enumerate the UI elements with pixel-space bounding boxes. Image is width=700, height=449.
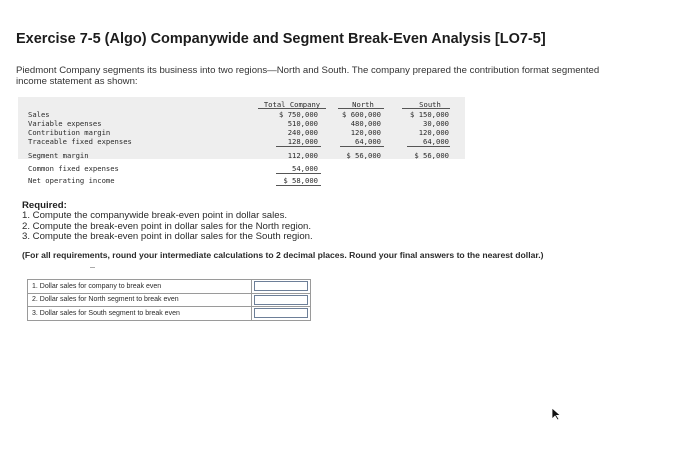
south-break-even-input[interactable] bbox=[254, 308, 308, 318]
total-traceable: 128,000 bbox=[287, 137, 318, 146]
answer-cell bbox=[252, 280, 311, 294]
header-rule-total bbox=[258, 108, 326, 109]
total-common-fixed: 54,000 bbox=[292, 164, 318, 173]
exercise-title: Exercise 7-5 (Algo) Companywide and Segment Break-Even Analysis [LO7-5] bbox=[16, 31, 546, 47]
mouse-cursor-icon bbox=[551, 407, 563, 421]
required-item: 3. Compute the break-even point in dollar sales for the South region. bbox=[22, 231, 313, 243]
row-label-segment-margin: Segment margin bbox=[28, 151, 89, 160]
total-variable: 510,000 bbox=[287, 119, 318, 128]
answer-label: 2. Dollar sales for North segment to break even bbox=[28, 293, 252, 307]
row-label-variable-expenses: Variable expenses bbox=[28, 119, 102, 128]
header-rule-south bbox=[402, 108, 450, 109]
south-variable: 30,000 bbox=[423, 119, 449, 128]
south-rule bbox=[407, 146, 450, 147]
total-sales: $ 750,000 bbox=[279, 110, 318, 119]
divider bbox=[90, 267, 95, 268]
total-net-income: $ 58,000 bbox=[283, 176, 318, 185]
north-segment-margin: $ 56,000 bbox=[346, 151, 381, 160]
north-variable: 480,000 bbox=[350, 119, 381, 128]
answer-label: 3. Dollar sales for South segment to break even bbox=[28, 307, 252, 321]
answer-row bbox=[28, 293, 311, 307]
header-rule-north bbox=[338, 108, 384, 109]
required-list bbox=[22, 211, 313, 243]
row-label-traceable-fixed: Traceable fixed expenses bbox=[28, 137, 132, 146]
answer-row bbox=[28, 280, 311, 294]
south-traceable: 64,000 bbox=[423, 137, 449, 146]
header-north: North bbox=[352, 100, 374, 109]
south-contribution: 120,000 bbox=[418, 128, 449, 137]
answer-row bbox=[28, 307, 311, 321]
north-traceable: 64,000 bbox=[355, 137, 381, 146]
answer-cell bbox=[252, 293, 311, 307]
row-label-sales: Sales bbox=[28, 110, 50, 119]
header-total: Total Company bbox=[263, 100, 321, 109]
total-rule-1 bbox=[276, 146, 321, 147]
rounding-note: (For all requirements, round your intermediate calculations to 2 decimal places. Round your final answers to the nearest dollar.) bbox=[22, 250, 544, 260]
north-contribution: 120,000 bbox=[350, 128, 381, 137]
row-label-net-operating-income: Net operating income bbox=[28, 176, 115, 185]
income-statement bbox=[18, 97, 465, 189]
answer-label: 1. Dollar sales for company to break even bbox=[28, 280, 252, 294]
company-break-even-input[interactable] bbox=[254, 281, 308, 291]
south-segment-margin: $ 56,000 bbox=[414, 151, 449, 160]
intro-text: Piedmont Company segments its business into two regions—North and South. The company prepared the contribution format segmented income statement as shown: bbox=[16, 65, 600, 87]
required-item: 1. Compute the companywide break-even point in dollar sales. bbox=[22, 210, 288, 221]
north-rule bbox=[340, 146, 384, 147]
required-heading: Required: bbox=[22, 200, 67, 211]
total-rule-3 bbox=[276, 185, 321, 186]
required-item: 2. Compute the break-even point in dollar sales for the North region. bbox=[22, 220, 312, 232]
answer-cell bbox=[252, 307, 311, 321]
south-sales: $ 150,000 bbox=[410, 110, 449, 119]
row-label-common-fixed: Common fixed expenses bbox=[28, 164, 119, 173]
answer-table bbox=[27, 279, 311, 321]
north-break-even-input[interactable] bbox=[254, 295, 308, 305]
total-rule-2 bbox=[276, 173, 321, 174]
row-label-contribution-margin: Contribution margin bbox=[28, 128, 111, 137]
north-sales: $ 600,000 bbox=[342, 110, 381, 119]
header-south: South bbox=[419, 100, 441, 109]
total-contribution: 240,000 bbox=[287, 128, 318, 137]
total-segment-margin: 112,000 bbox=[287, 151, 318, 160]
